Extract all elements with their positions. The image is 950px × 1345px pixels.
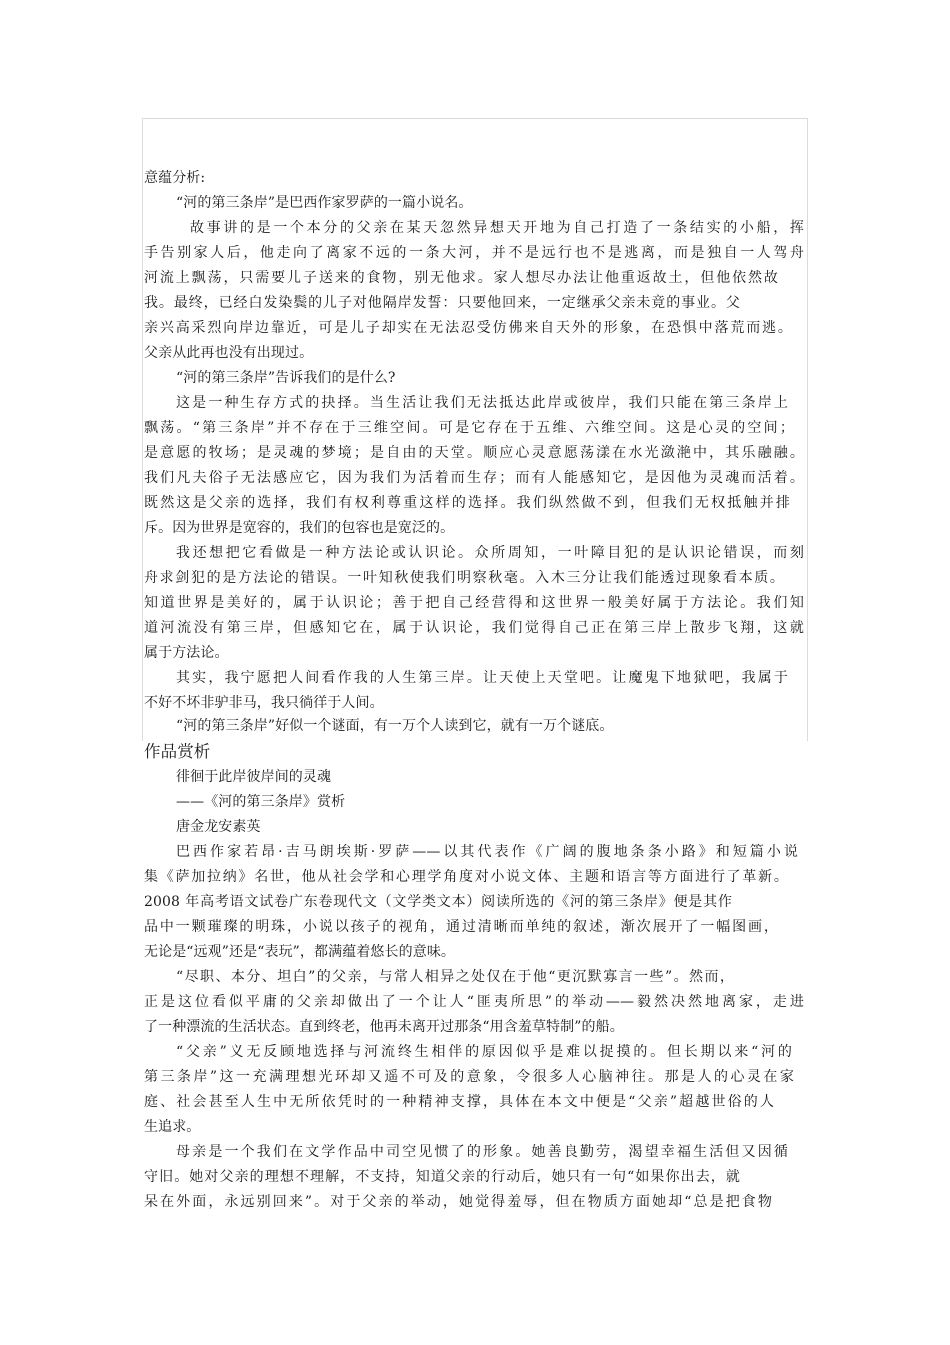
paragraph-line: 飘荡。“第三条岸”并不存在于三维空间。可是它存在于五维、六维空间。这是心灵的空间； [144, 420, 794, 436]
paragraph-line: 庭、社会甚至人生中无所依凭时的一种精神支撑，具体在本文中便是“父亲”超越世俗的人 [144, 1094, 774, 1110]
paragraph-line: 呆在外面，永远别回来”。对于父亲的举动，她觉得羞辱，但在物质方面她却“总是把食物 [144, 1194, 772, 1210]
paragraph-line: 品中一颗璀璨的明珠，小说以孩子的视角，通过清晰而单纯的叙述，渐次展开了一幅图画， [144, 919, 778, 935]
paragraph-line: 舟求剑犯的是方法论的错误。一叶知秋使我们明察秋毫。入木三分让我们能透过现象看本质。 [144, 570, 784, 586]
paragraph-line: 守旧。她对父亲的理想不理解，不支持，知道父亲的行动后，她只有一句“如果你出去，就 [144, 1169, 740, 1185]
paragraph-line: 巴西作家若昂·吉马朗埃斯·罗萨——以其代表作《广阔的腹地条条小路》和短篇小说 [176, 844, 798, 860]
paragraph-line: 了一种漂流的生活状态。直到终老，他再未离开过那条“用含羞草特制”的船。 [144, 1019, 624, 1035]
paragraph-line: “尽职、本分、坦白”的父亲，与常人相异之处仅在于他“更沉默寡言一些”。然而， [176, 969, 734, 985]
article-subtitle: ——《河的第三条岸》赏析 [176, 794, 346, 810]
paragraph-line: 故事讲的是一个本分的父亲在某天忽然异想天开地为自己打造了一条结实的小船，挥 [190, 220, 804, 236]
paragraph-line: “河的第三条岸”是巴西作家罗萨的一篇小说名。 [176, 195, 473, 211]
paragraph-line: “河的第三条岸”好似一个谜面，有一万个人读到它，就有一万个谜底。 [176, 718, 614, 734]
paragraph-line: 母亲是一个我们在文学作品中司空见惯了的形象。她善良勤劳，渴望幸福生活但又因循 [176, 1144, 788, 1160]
paragraph-line: 河流上飘荡，只需要儿子送来的食物，别无他求。家人想尽办法让他重返故土，但他依然故 [144, 270, 778, 286]
paragraph-line: 我还想把它看做是一种方法论或认识论。众所周知，一叶障目犯的是认识论错误，而刻 [176, 545, 804, 561]
paragraph-line: 我。最终，已经白发染鬓的儿子对他隔岸发誓：只要他回来，一定继承父亲未竟的事业。父 [144, 295, 740, 311]
paragraph-line: 其实，我宁愿把人间看作我的人生第三岸。让天使上天堂吧。让魔鬼下地狱吧，我属于 [176, 670, 788, 686]
paragraph-line: 亲兴高采烈向岸边靠近，可是儿子却实在无法忍受仿佛来自天外的形象，在恐惧中落荒而逃。 [144, 320, 792, 336]
paragraph-line: 手告别家人后，他走向了离家不远的一条大河，并不是远行也不是逃离，而是独自一人驾舟 [144, 245, 804, 261]
paragraph-line: 2008 年高考语文试卷广东卷现代文（文学类文本）阅读所选的《河的第三条岸》便是其作 [144, 894, 732, 910]
paragraph-line: “父亲”义无反顾地选择与河流终生相伴的原因似乎是难以捉摸的。但长期以来“河的 [176, 1044, 792, 1060]
paragraph-line: 斥。因为世界是宽容的，我们的包容也是宽泛的。 [144, 520, 455, 536]
article-title: 徘徊于此岸彼岸间的灵魂 [176, 769, 332, 785]
paragraph-line: 第三条岸”这一充满理想光环却又遥不可及的意象，令很多人心脑神往。那是人的心灵在家 [144, 1069, 794, 1085]
paragraph-line: 父亲从此再也没有出现过。 [144, 345, 314, 361]
section-heading: 意蕴分析: [144, 170, 206, 186]
paragraph-line: 不好不坏非驴非马，我只徜徉于人间。 [144, 695, 384, 711]
paragraph-line: 道河流没有第三岸，但感知它在，属于认识论，我们觉得自己正在第三岸上散步飞翔，这就 [144, 620, 804, 636]
paragraph-line: 无论是“远观”还是“表玩”，都满蕴着悠长的意味。 [144, 944, 456, 960]
paragraph-line: 知道世界是美好的，属于认识论；善于把自己经营得和这世界一般美好属于方法论。我们知 [144, 595, 804, 611]
paragraph-line: 正是这位看似平庸的父亲却做出了一个让人“匪夷所思”的举动——毅然决然地离家，走进 [144, 994, 804, 1010]
paragraph-line: “河的第三条岸”告诉我们的是什么? [176, 370, 396, 386]
paragraph-line: 这是一种生存方式的抉择。当生活让我们无法抵达此岸或彼岸，我们只能在第三条岸上 [176, 395, 788, 411]
paragraph-line: 集《萨加拉纳》名世，他从社会学和心理学角度对小说文体、主题和语言等方面进行了革新。 [144, 869, 788, 885]
paragraph-line: 是意愿的牧场；是灵魂的梦境；是自由的天堂。顺应心灵意愿荡漾在水光潋滟中，其乐融融。 [144, 445, 804, 461]
article-authors: 唐金龙安素英 [176, 819, 261, 835]
paragraph-line: 属于方法论。 [144, 645, 229, 661]
section-heading: 作品赏析 [144, 742, 211, 761]
paragraph-line: 我们凡夫俗子无法感应它，因为我们为活着而生存；而有人能感知它，是因他为灵魂而活着。 [144, 470, 804, 486]
paragraph-line: 生追求。 [144, 1119, 201, 1135]
paragraph-line: 既然这是父亲的选择，我们有权利尊重这样的选择。我们纵然做不到，但我们无权抵触并排 [144, 495, 790, 511]
